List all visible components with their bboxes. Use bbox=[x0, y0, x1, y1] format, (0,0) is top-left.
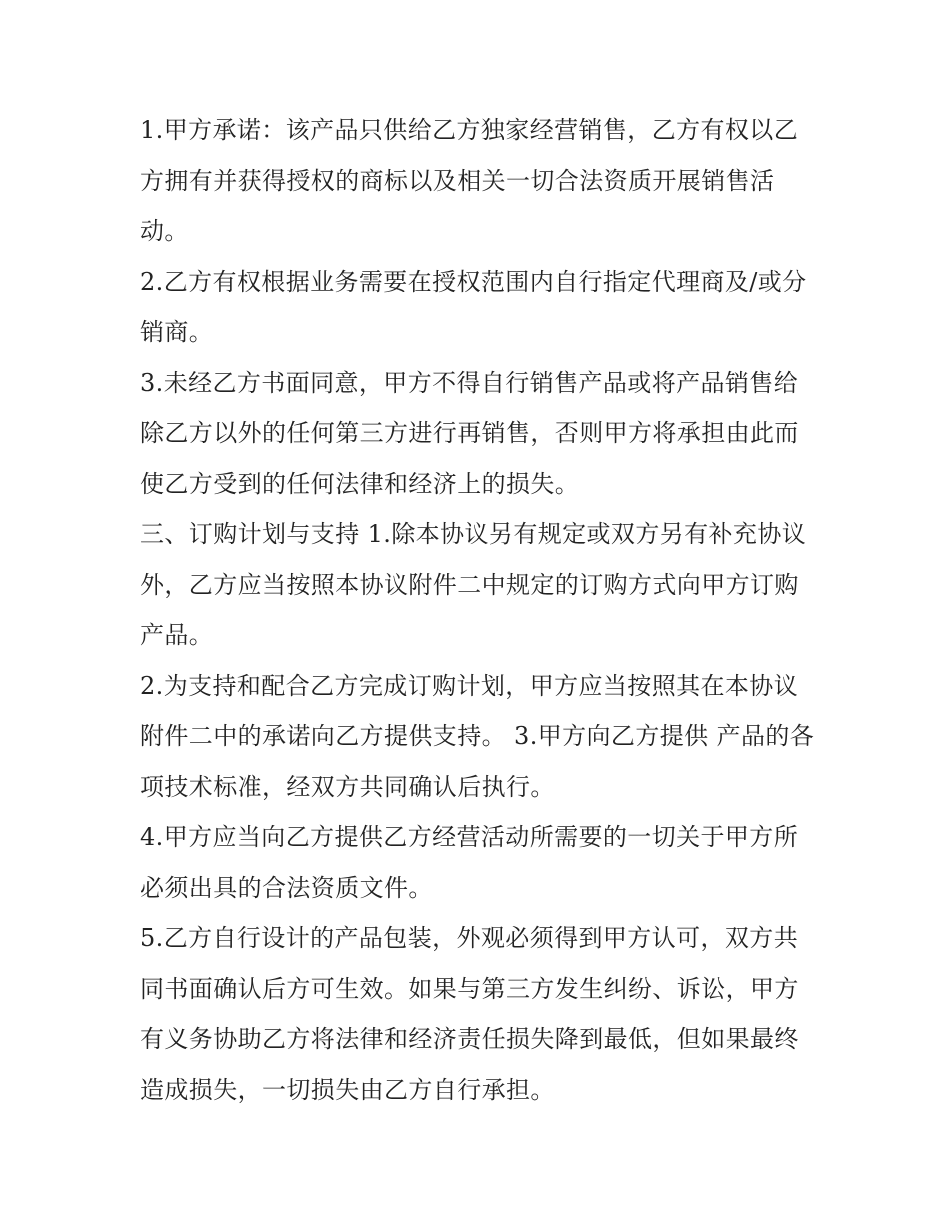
clause-5-packaging: 5.乙方自行设计的产品包装，外观必须得到甲方认可，双方共同书面确认后方可生效。如果与第三方发生纠纷、诉讼，甲方有义务协助乙方将法律和经济责任损失降到最低，但如果最终造成损失，一切损失由乙方自行承担。 bbox=[140, 924, 799, 1104]
clause-1-exclusive-supply: 1.甲方承诺：该产品只供给乙方独家经营销售，乙方有权以乙方拥有并获得授权的商标以及相关一切合法资质开展销售活动。 bbox=[140, 116, 799, 245]
clause-2-agents: 2.乙方有权根据业务需要在授权范围内自行指定代理商及/或分销商。 bbox=[140, 267, 807, 346]
clause-support-and-standards: 2.为支持和配合乙方完成订购计划，甲方应当按照其在本协议附件二中的承诺向乙方提供支持。 3.甲方向乙方提供 产品的各项技术标准，经双方共同确认后执行。 bbox=[140, 671, 815, 801]
document-body bbox=[140, 105, 820, 1115]
clause-4-qualification-docs: 4.甲方应当向乙方提供乙方经营活动所需要的一切关于甲方所必须出具的合法资质文件。 bbox=[140, 823, 799, 902]
clause-3-no-direct-sales: 3.未经乙方书面同意，甲方不得自行销售产品或将产品销售给除乙方以外的任何第三方进行再销售，否则甲方将承担由此而使乙方受到的任何法律和经济上的损失。 bbox=[140, 368, 799, 498]
section-3-ordering-plan: 三、订购计划与支持 1.除本协议另有规定或双方另有补充协议外，乙方应当按照本协议附件二中规定的订购方式向甲方订购产品。 bbox=[140, 520, 807, 649]
